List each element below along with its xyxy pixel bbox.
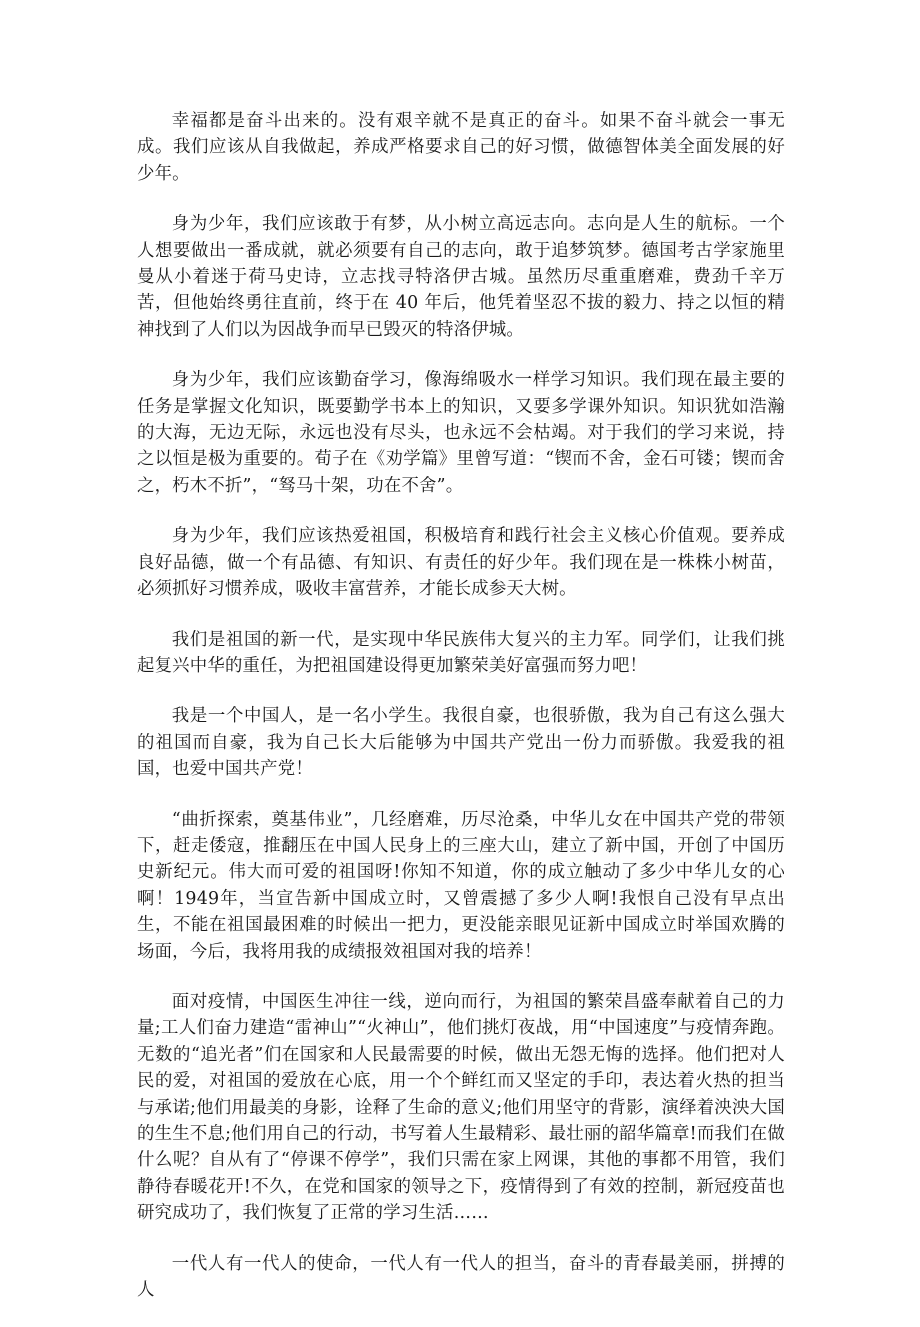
paragraph-6: 我是一个中国人，是一名小学生。我很自豪，也很骄傲，我为自己有这么强大的祖国而自豪，我为自己长大后能够为中国共产党出一份力而骄傲。我爱我的祖国，也爱中国共产党！ (137, 706, 785, 780)
paragraph-8: 面对疫情，中国医生冲往一线，逆向而行，为祖国的繁荣昌盛奉献着自己的力量;工人们奋力建造“雷神山”“火神山”，他们挑灯夜战，用“中国速度”与疫情奔跑。无数的“追光者”们在国家和人民最需要的时候，做出无怨无悔的选择。他们把对人民的爱，对祖国的爱放在心底，用一个个鲜红而又坚定的手印，表达着火热的担当与承诺;他们用最美的身影，诠释了生命的意义;他们用坚守的背影，演绎着泱泱大国的生生不息;他们用自己的行动，书写着人生最精彩、最壮丽的韶华篇章!而我们在做什么呢？自从有了“停课不停学”，我们只需在家上网课，其他的事都不用管，我们静待春暖花开!不久，在党和国家的领导之下，疫情得到了有效的控制，新冠疫苗也研究成功了，我们恢复了正常的学习生活…… (137, 991, 785, 1224)
paragraph-7: “曲折探索，奠基伟业”，几经磨难，历尽沧桑，中华儿女在中国共产党的带领下，赶走倭寇，推翻压在中国人民身上的三座大山，建立了新中国，开创了中国历史新纪元。伟大而可爱的祖国呀!你知不知道，你的成立触动了多少中华儿女的心啊！1949年，当宣告新中国成立时，又曾震撼了多少人啊!我恨自己没有早点出生，不能在祖国最困难的时候出一把力，更没能亲眼见证新中国成立时举国欢腾的场面，今后，我将用我的成绩报效祖国对我的培养！ (137, 809, 785, 962)
paragraph-2: 身为少年，我们应该敢于有梦，从小树立高远志向。志向是人生的航标。一个人想要做出一番成就，就必须要有自己的志向，敢于追梦筑梦。德国考古学家施里曼从小着迷于荷马史诗，立志找寻特洛伊古城。虽然历尽重重磨难，费劲千辛万苦，但他始终勇往直前，终于在 40 年后，他凭着坚忍不拔的毅力、持之以恒的精神找到了人们以为因战争而早已毁灭的特洛伊城。 (137, 214, 785, 340)
paragraph-5: 我们是祖国的新一代，是实现中华民族伟大复兴的主力军。同学们，让我们挑起复兴中华的重任，为把祖国建设得更加繁荣美好富强而努力吧！ (137, 629, 785, 676)
paragraph-3: 身为少年，我们应该勤奋学习，像海绵吸水一样学习知识。我们现在最主要的任务是掌握文化知识，既要勤学书本上的知识，又要多学课外知识。知识犹如浩瀚的大海，无边无际，永远也没有尽头，也永远不会枯竭。对于我们的学习来说，持之以恒是极为重要的。荀子在《劝学篇》里曾写道：“锲而不舍，金石可镂；锲而舍之，朽木不折”，“驽马十架，功在不舍”。 (137, 370, 785, 496)
document-body (137, 108, 785, 1327)
paragraph-1: 幸福都是奋斗出来的。没有艰辛就不是真正的奋斗。如果不奋斗就会一事无成。我们应该从自我做起，养成严格要求自己的好习惯，做德智体美全面发展的好少年。 (137, 111, 785, 184)
paragraph-9: 一代人有一代人的使命，一代人有一代人的担当，奋斗的青春最美丽，拼搏的人 (137, 1253, 785, 1301)
paragraph-4: 身为少年，我们应该热爱祖国，积极培育和践行社会主义核心价值观。要养成良好品德，做一个有品德、有知识、有责任的好少年。我们现在是一株株小树苗，必须抓好习惯养成，吸收丰富营养，才能长成参天大树。 (137, 526, 785, 600)
